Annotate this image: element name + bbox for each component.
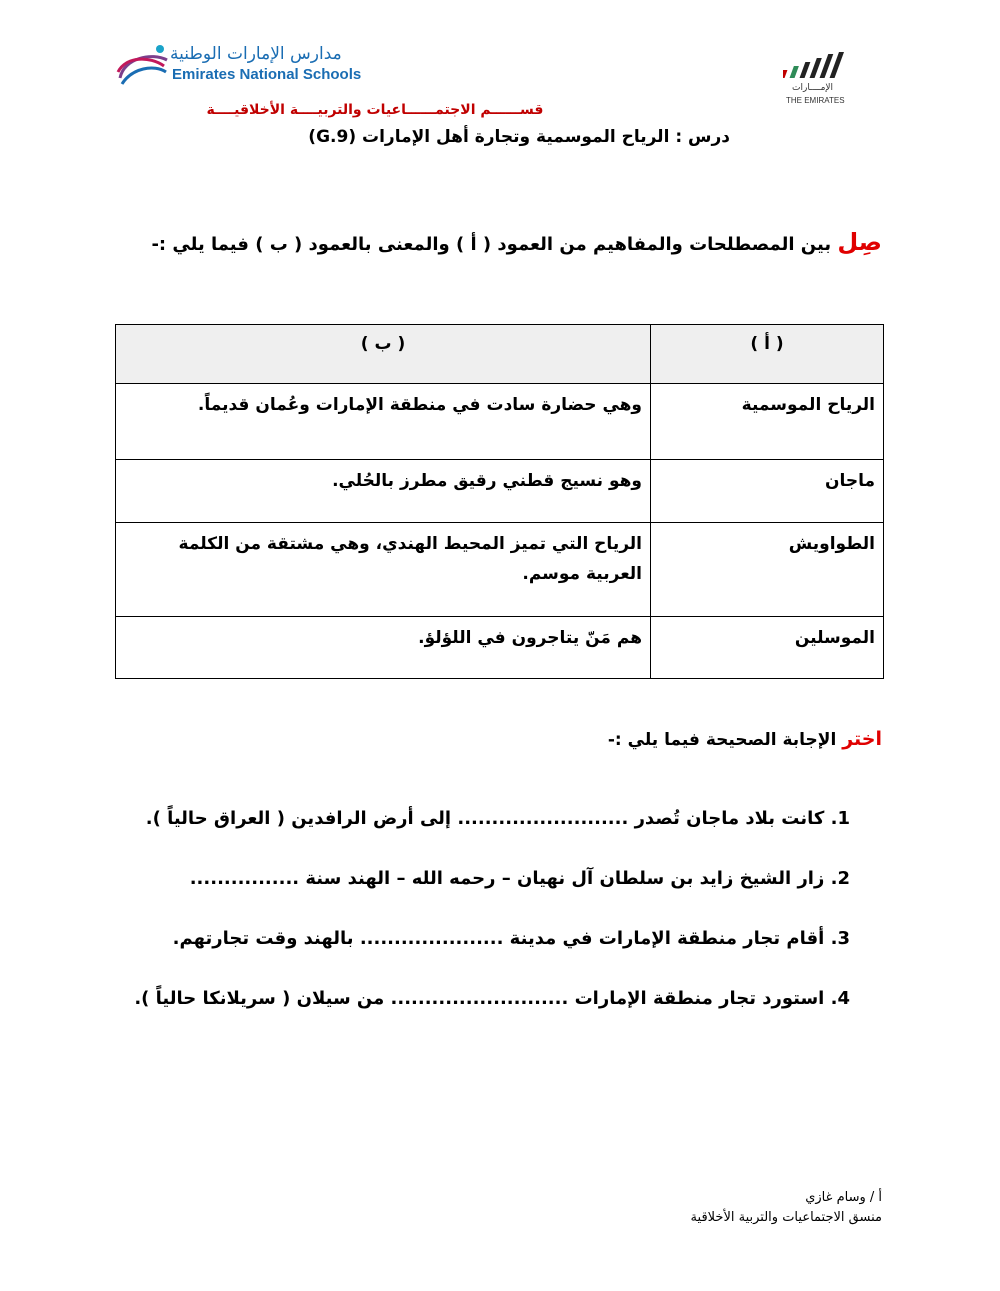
question-number: 3. [830,928,850,949]
question-text: استورد تجار منطقة الإمارات .......................... من سيلان ( سريلانكا حالياً ). [134,988,825,1009]
term-cell: الموسلين [651,616,884,678]
matching-instruction [151,228,882,256]
question-2 [190,868,850,889]
question-4 [134,988,850,1009]
the-emirates-logo-english: THE EMIRATES [786,96,845,105]
choose-keyword: اختر [842,728,882,750]
meaning-cell: وهو نسيج قطني رقيق مطرز بالحُلي. [116,460,651,522]
matching-keyword: صِل [837,228,882,256]
question-number: 1. [830,808,850,829]
table-row [116,384,884,460]
table-row [116,522,884,616]
column-a-header: ( أ ) [651,325,884,384]
matching-table [115,324,884,679]
lesson-title: درس : الرياح الموسمية وتجارة أهل الإمارات (G.9) [308,127,730,147]
question-text: كانت بلاد ماجان تُصدر ......................... إلى أرض الرافدين ( العراق حالياً ). [145,808,825,829]
term-cell: ماجان [651,460,884,522]
meaning-cell: الرياح التي تميز المحيط الهندي، وهي مشتقة من الكلمة العربية موسم. [116,522,651,616]
school-name-arabic: مدارس الإمارات الوطنية [170,44,342,64]
question-text: زار الشيخ زايد بن سلطان آل نهيان – رحمه الله – الهند سنة ................ [189,868,825,889]
school-name-english: Emirates National Schools [172,66,362,83]
question-3 [173,928,850,949]
choose-instruction-text: الإجابة الصحيحة فيما يلي :- [607,730,837,750]
table-row [116,460,884,522]
choose-instruction [608,728,882,750]
department-title: قســــــم الاجتمــــــاعيات والتربيــــة الأخلاقيــــة [206,102,544,118]
question-1 [146,808,850,829]
the-emirates-logo-arabic: الإمــــارات [792,83,834,93]
question-number: 2. [830,868,850,889]
term-cell: الطواويش [651,522,884,616]
table-header-row [116,325,884,384]
matching-instruction-text: بين المصطلحات والمفاهيم من العمود ( أ ) والمعنى بالعمود ( ب ) فيما يلي :- [151,234,832,255]
term-cell: الرياح الموسمية [651,384,884,460]
teacher-role: منسق الاجتماعيات والتربية الأخلاقية [690,1210,882,1225]
question-number: 4. [830,988,850,1009]
column-b-header: ( ب ) [116,325,651,384]
table-row [116,616,884,678]
meaning-cell: وهي حضارة سادت في منطقة الإمارات وعُمان قديماً. [116,384,651,460]
teacher-signature [691,1188,882,1228]
meaning-cell: هم مَنّ يتاجرون في اللؤلؤ. [116,616,651,678]
question-text: أقام تجار منطقة الإمارات في مدينة ..................... بالهند وقت تجارتهم. [172,928,825,949]
teacher-name: أ / وسام غازي [805,1190,882,1205]
